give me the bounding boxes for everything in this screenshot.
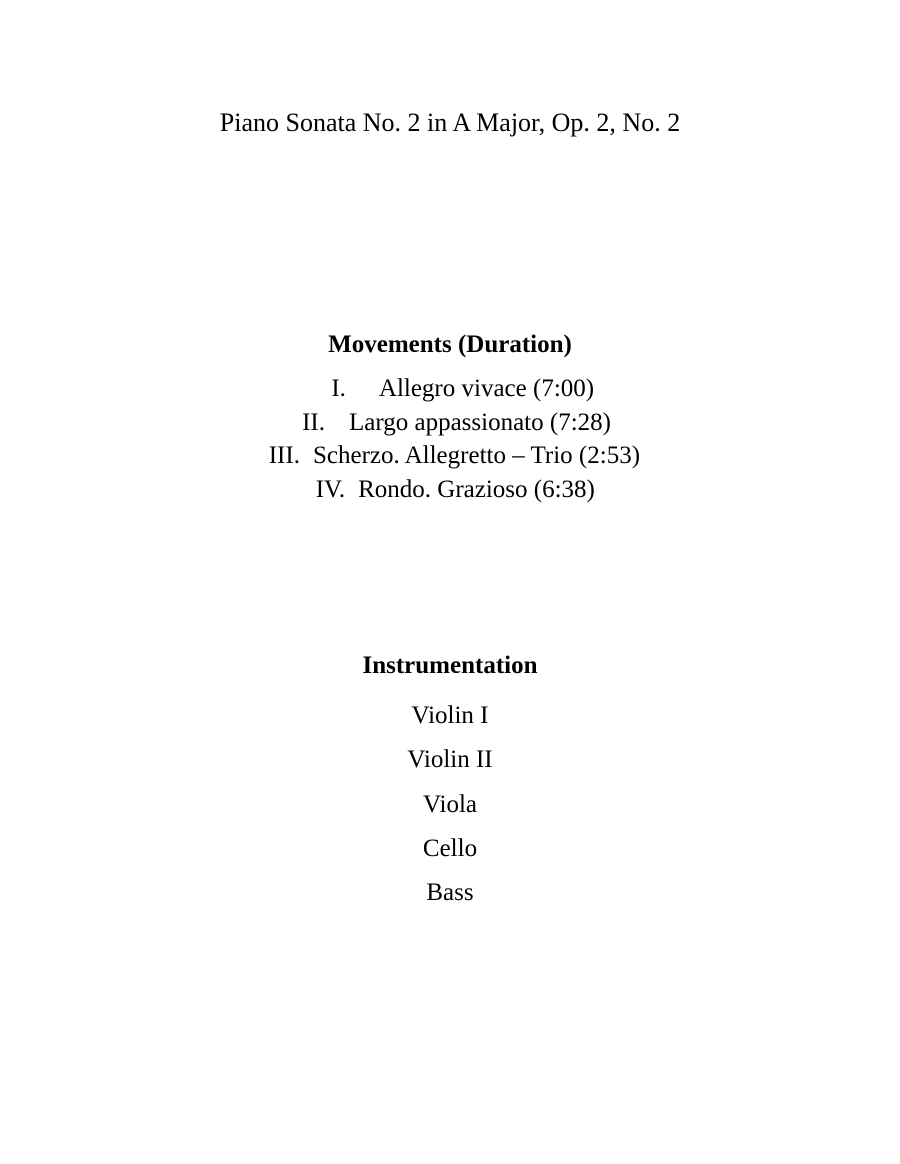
movement-item: [0, 473, 900, 507]
instrumentation-heading: Instrumentation: [362, 652, 538, 679]
instrument-list: [0, 694, 900, 915]
movements-heading: Movements (Duration): [328, 331, 572, 358]
movement-name: Allegro vivace (7:00): [378, 375, 595, 402]
movement-number: I.: [331, 375, 346, 402]
movement-list: [0, 372, 900, 506]
instrument-item: Cello: [422, 834, 478, 862]
document-title: Piano Sonata No. 2 in A Major, Op. 2, No. 2: [219, 108, 681, 137]
movement-number: IV.: [315, 475, 346, 503]
movement-item: [0, 439, 900, 473]
instrument-item: Bass: [426, 879, 474, 907]
instrument-item: Viola: [422, 790, 478, 818]
movement-name: Scherzo. Allegretto – Trio (2:53): [312, 442, 641, 469]
movement-number: II.: [302, 408, 325, 436]
instrument-item: Violin I: [411, 702, 489, 729]
movement-number: III.: [268, 442, 300, 469]
movement-name: Rondo. Grazioso (6:38): [358, 475, 595, 503]
movement-name: Largo appassionato (7:28): [349, 408, 611, 436]
movement-item: [0, 372, 900, 406]
instrument-item: Violin II: [407, 746, 493, 774]
movement-item: [0, 406, 900, 440]
